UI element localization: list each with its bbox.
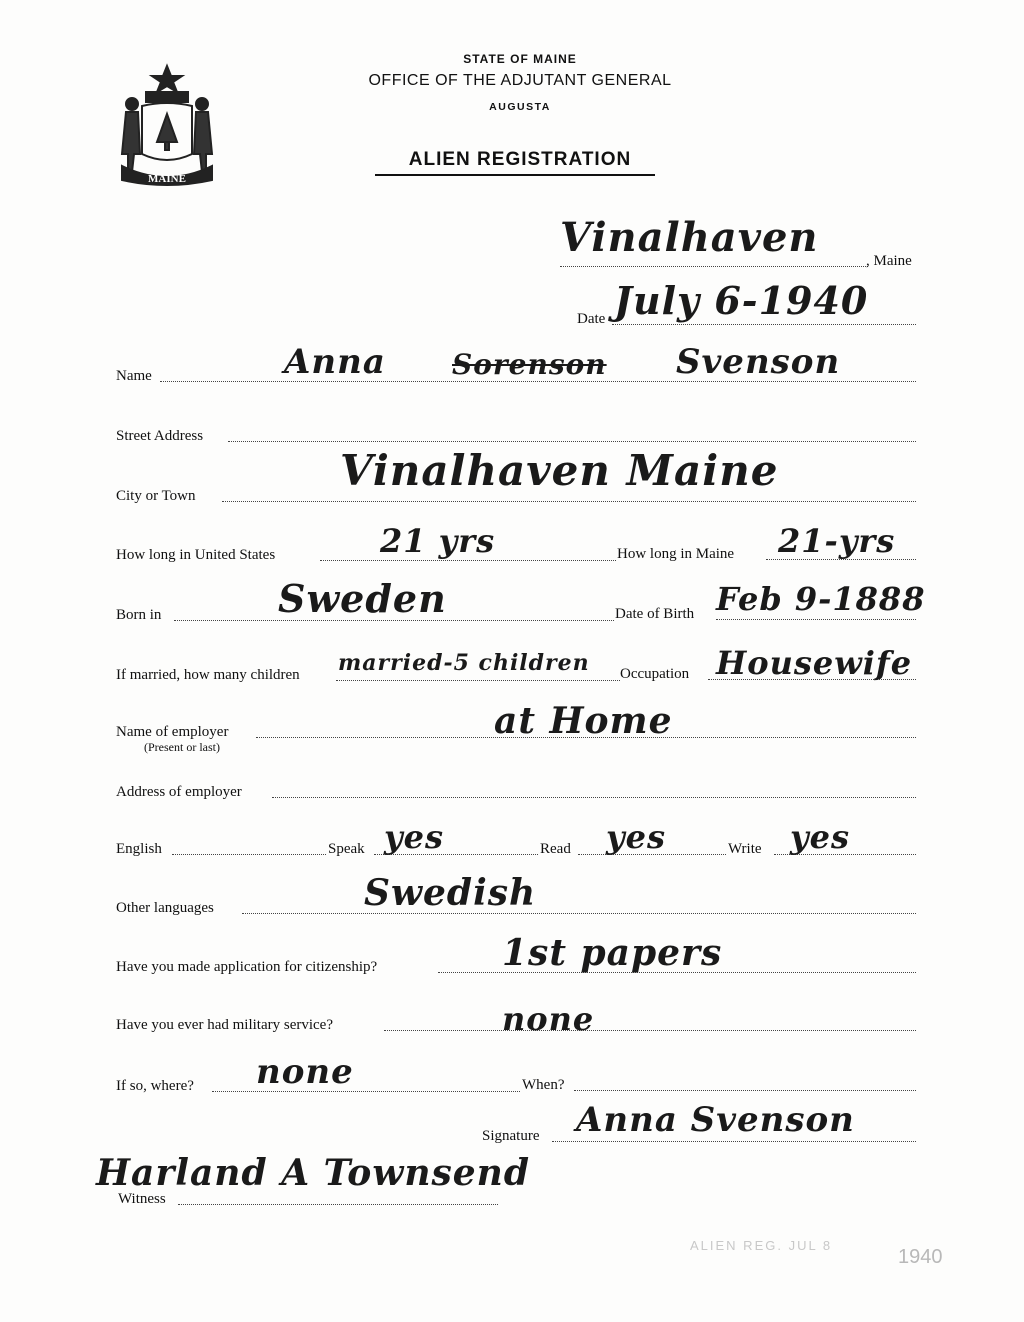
handwritten-born-in: Sweden [278,576,447,621]
employer-note: (Present or last) [144,740,220,754]
citizenship-label: Have you made application for citizenship? [116,959,378,975]
handwritten-city: Vinalhaven Maine [340,446,779,495]
witness-label: Witness [118,1191,166,1207]
occupation-label: Occupation [620,666,690,682]
english-label: English [116,841,162,857]
header-office: OFFICE OF THE ADJUTANT GENERAL [368,72,672,89]
handwritten-signature: Anna Svenson [576,1100,855,1140]
handwritten-military: none [502,1000,595,1038]
handwritten-where: none [256,1052,354,1092]
employer-address-label: Address of employer [116,784,242,800]
signature-label: Signature [482,1128,540,1144]
how-long-maine-label: How long in Maine [617,546,735,562]
when-label: When? [522,1077,565,1093]
military-line [384,1030,916,1031]
town-suffix-label: , Maine [866,253,912,269]
witness-line [178,1204,498,1205]
handwritten-occupation: Housewife [716,644,913,682]
born-in-label: Born in [116,607,162,623]
other-languages-line [242,913,916,914]
signature-line [552,1141,916,1142]
how-long-us-line [320,560,616,561]
name-label: Name [116,368,152,384]
handwritten-other-languages: Swedish [364,872,537,914]
handwritten-name-struck: Sorenson [452,348,607,381]
header-state: STATE OF MAINE [463,52,577,66]
handwritten-years-us: 21 yrs [380,522,496,560]
street-line [228,441,916,442]
handwritten-speak: yes [384,818,444,856]
handwritten-town: Vinalhaven [560,214,819,261]
handwritten-name-last: Svenson [676,342,841,382]
handwritten-employer: at Home [494,700,673,742]
maine-state-seal [112,62,222,190]
employer-address-line [272,797,916,798]
handwritten-citizenship: 1st papers [502,932,723,974]
date-line [612,324,916,325]
received-stamp-year: 1940 [898,1246,943,1268]
handwritten-married: married-5 children [338,650,590,676]
when-line [574,1090,916,1091]
handwritten-years-maine: 21-yrs [778,522,896,560]
married-line [336,680,620,681]
other-languages-label: Other languages [116,900,214,916]
married-label: If married, how many children [116,667,300,683]
header-city: AUGUSTA [489,101,551,113]
handwritten-date: July 6-1940 [614,278,869,323]
english-line [172,854,326,855]
handwritten-dob: Feb 9-1888 [716,580,926,618]
date-label: Date [577,311,606,327]
handwritten-name-first: Anna [284,342,386,382]
where-label: If so, where? [116,1078,194,1094]
form-title: ALIEN REGISTRATION [408,149,632,170]
how-long-us-label: How long in United States [116,547,276,563]
received-stamp: ALIEN REG. JUL 8 [690,1238,833,1253]
dob-line [716,619,916,620]
handwritten-write: yes [790,818,850,856]
town-line [560,266,868,267]
seal-banner-text: MAINE [148,173,186,185]
handwritten-witness: Harland A Townsend [96,1152,531,1194]
speak-label: Speak [328,841,365,857]
city-label: City or Town [116,488,196,504]
dob-label: Date of Birth [615,606,695,622]
street-label: Street Address [116,428,204,444]
city-line [222,501,916,502]
handwritten-read: yes [606,818,666,856]
military-label: Have you ever had military service? [116,1017,333,1033]
employer-label: Name of employer [116,724,229,740]
title-underline [375,174,655,176]
write-label: Write [728,841,762,857]
read-label: Read [540,841,571,857]
